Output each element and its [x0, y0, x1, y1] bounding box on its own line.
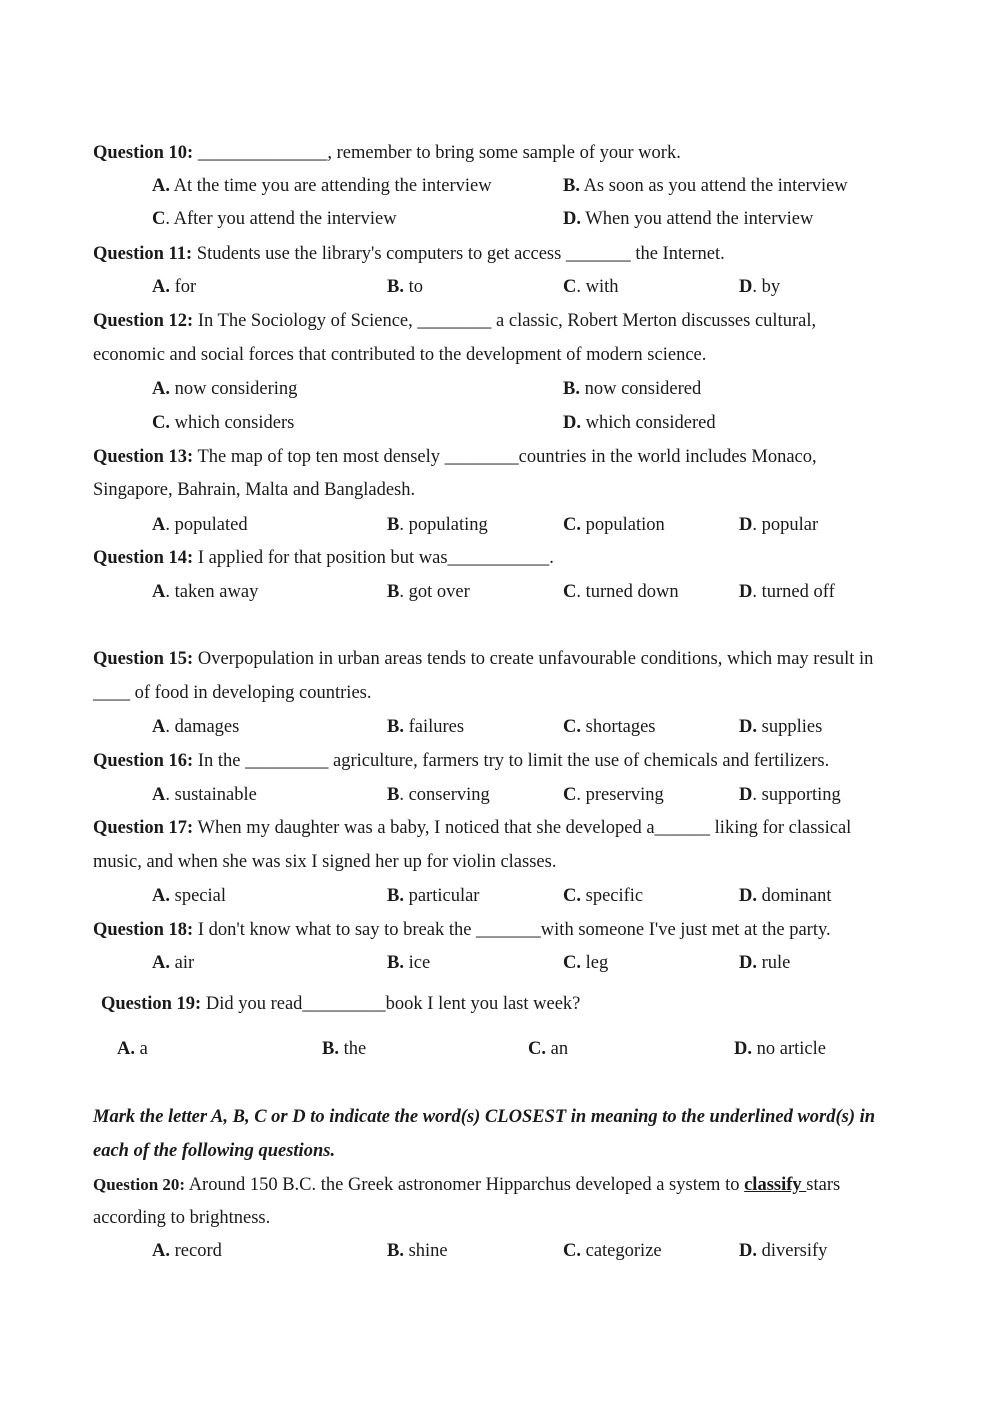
question-label: Question 16:: [93, 751, 194, 771]
question-label: Question 18:: [93, 920, 194, 940]
question-label: Question 19:: [101, 994, 202, 1014]
option-c[interactable]: C. specific: [563, 886, 644, 906]
question-label: Question 11:: [93, 244, 193, 264]
option-b[interactable]: B. conserving: [387, 785, 490, 805]
option-d[interactable]: D. no article: [734, 1039, 826, 1059]
option-a[interactable]: A. now considering: [152, 379, 298, 399]
question-text: ______________, remember to bring some sample of your work.: [193, 143, 681, 163]
section-instruction: Mark the letter A, B, C or D to indicate the word(s) CLOSEST in meaning to the underlined word(s) in: [93, 1107, 876, 1127]
option-c[interactable]: C. shortages: [563, 717, 656, 737]
question-label: Question 12:: [93, 311, 194, 331]
question-20: [93, 1174, 840, 1196]
option-a[interactable]: A. for: [152, 277, 197, 297]
option-a[interactable]: A. At the time you are attending the interview: [152, 176, 492, 196]
question-label: Question 13:: [93, 447, 194, 467]
option-a[interactable]: A. populated: [152, 515, 248, 535]
option-c[interactable]: C. with: [563, 277, 619, 297]
underlined-word: classify: [744, 1175, 807, 1195]
option-d[interactable]: D. popular: [739, 515, 819, 535]
option-c[interactable]: C. population: [563, 515, 665, 535]
section-instruction-line2: each of the following questions.: [93, 1141, 336, 1161]
question-15-line2: ____ of food in developing countries.: [93, 683, 372, 703]
option-d[interactable]: D. dominant: [739, 886, 832, 906]
option-b[interactable]: B. As soon as you attend the interview: [563, 176, 848, 196]
option-b[interactable]: B. failures: [387, 717, 465, 737]
option-b[interactable]: B. ice: [387, 953, 431, 973]
question-17-line2: music, and when she was six I signed her up for violin classes.: [93, 852, 557, 872]
question-text: I don't know what to say to break the _______with someone I've just met at the party.: [193, 920, 831, 940]
option-d[interactable]: D. turned off: [739, 582, 835, 602]
option-b[interactable]: B. the: [322, 1039, 367, 1059]
option-d[interactable]: D. rule: [739, 953, 791, 973]
question-label: Question 17:: [93, 818, 194, 838]
option-c[interactable]: C. leg: [563, 953, 609, 973]
question-text: When my daughter was a baby, I noticed that she developed a______ liking for classical: [193, 818, 852, 838]
question-text: I applied for that position but was___________.: [193, 548, 554, 568]
option-c[interactable]: C. an: [528, 1039, 569, 1059]
question-10: [93, 142, 681, 164]
question-text: The map of top ten most densely ________countries in the world includes Monaco,: [193, 447, 817, 467]
option-a[interactable]: A. special: [152, 886, 226, 906]
option-c[interactable]: C. categorize: [563, 1241, 662, 1261]
question-label: Question 20:: [93, 1175, 186, 1194]
option-d[interactable]: D. by: [739, 277, 781, 297]
question-16: [93, 750, 829, 772]
option-c[interactable]: C. After you attend the interview: [152, 209, 397, 229]
question-13-line2: Singapore, Bahrain, Malta and Bangladesh.: [93, 480, 416, 500]
option-a[interactable]: A. sustainable: [152, 785, 257, 805]
question-text: Around 150 B.C. the Greek astronomer Hipparchus developed a system to: [185, 1175, 745, 1195]
question-label: Question 10:: [93, 143, 194, 163]
option-d[interactable]: D. supplies: [739, 717, 823, 737]
option-c[interactable]: C. which considers: [152, 413, 295, 433]
question-19: [101, 993, 580, 1015]
question-label: Question 14:: [93, 548, 194, 568]
question-text: In the _________ agriculture, farmers try to limit the use of chemicals and fertilizers.: [193, 751, 830, 771]
option-b[interactable]: B. shine: [387, 1241, 448, 1261]
question-12-line2: economic and social forces that contributed to the development of modern science.: [93, 345, 707, 365]
question-15: [93, 648, 873, 670]
question-text-end: stars: [806, 1175, 841, 1195]
question-text: Did you read_________book I lent you last week?: [201, 994, 581, 1014]
option-b[interactable]: B. to: [387, 277, 423, 297]
question-11: [93, 243, 725, 265]
option-d[interactable]: D. When you attend the interview: [563, 209, 814, 229]
question-text: Students use the library's computers to get access _______ the Internet.: [192, 244, 725, 264]
option-a[interactable]: A. damages: [152, 717, 240, 737]
option-d[interactable]: D. supporting: [739, 785, 841, 805]
option-a[interactable]: A. taken away: [152, 582, 259, 602]
option-b[interactable]: B. particular: [387, 886, 480, 906]
question-label: Question 15:: [93, 649, 194, 669]
question-17: [93, 817, 851, 839]
option-b[interactable]: B. populating: [387, 515, 488, 535]
option-c[interactable]: C. preserving: [563, 785, 664, 805]
option-d[interactable]: D. which considered: [563, 413, 716, 433]
option-a[interactable]: A. air: [152, 953, 195, 973]
option-b[interactable]: B. got over: [387, 582, 470, 602]
question-12: [93, 310, 816, 332]
option-a[interactable]: A. record: [152, 1241, 222, 1261]
option-c[interactable]: C. turned down: [563, 582, 679, 602]
option-d[interactable]: D. diversify: [739, 1241, 828, 1261]
question-13: [93, 446, 817, 468]
option-b[interactable]: B. now considered: [563, 379, 702, 399]
question-18: [93, 919, 831, 941]
question-text: Overpopulation in urban areas tends to create unfavourable conditions, which may result in: [193, 649, 874, 669]
question-20-line2: according to brightness.: [93, 1208, 271, 1228]
question-text: In The Sociology of Science, ________ a classic, Robert Merton discusses cultural,: [193, 311, 817, 331]
question-14: [93, 547, 554, 569]
option-a[interactable]: A. a: [117, 1039, 148, 1059]
